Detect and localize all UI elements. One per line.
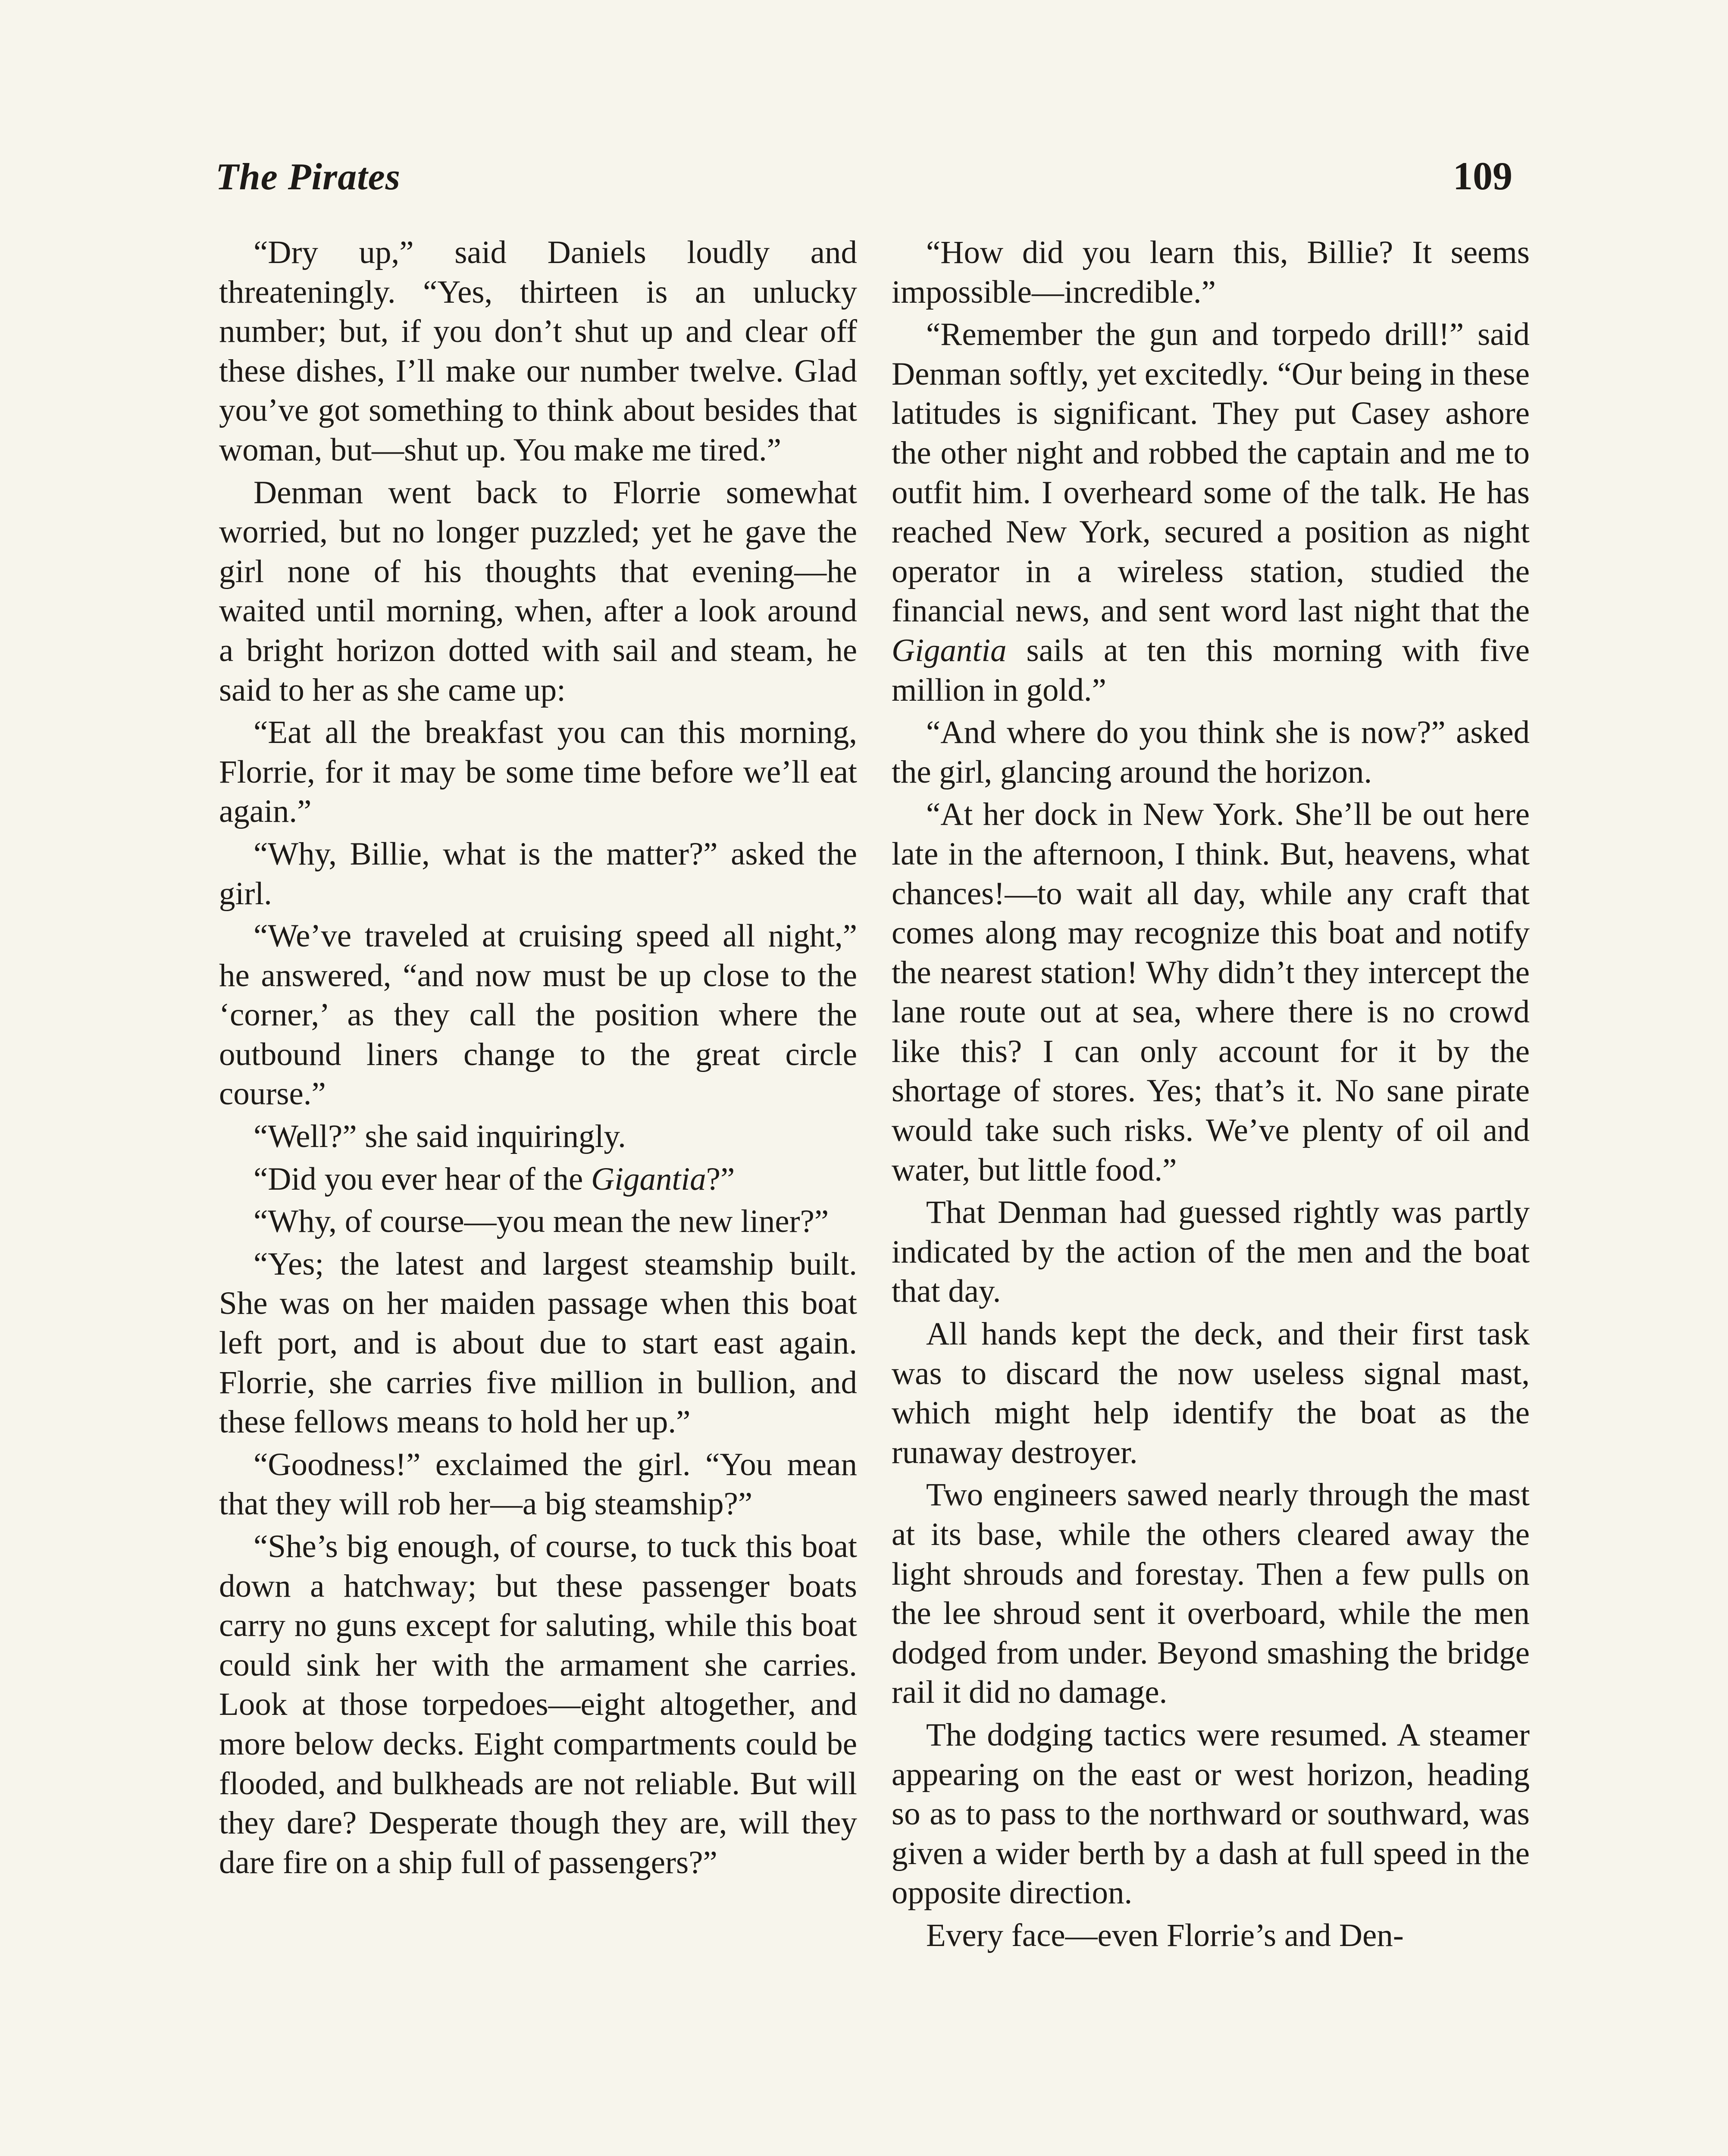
paragraph: “We’ve traveled at cruising speed all night,” he answered, “and now must be up close to the ‘corner,’ as they call the position where the outbound liners change to the great circle course.” bbox=[219, 918, 857, 1112]
paragraph: “How did you learn this, Billie? It seems impossible—incredible.” bbox=[892, 235, 1530, 310]
paragraph: That Denman had guessed rightly was partly indicated by the action of the men and the boat that day. bbox=[892, 1194, 1530, 1310]
paragraph: “Eat all the breakfast you can this morning, Florrie, for it may be some time before we’ll eat again.” bbox=[219, 714, 857, 830]
running-title: The Pirates bbox=[216, 156, 401, 198]
paragraph: “She’s big enough, of course, to tuck this boat down a hatchway; but these passenger boats carry no guns except for saluting, while this boat could sink her with the armament she carries. Look at those torpedoes—eight altogether, and more below decks. Eight compartments could be flooded, and bulkheads are not reliable. But will they dare? Desperate though they are, will they dare fire on a ship full of passengers?” bbox=[219, 1529, 857, 1880]
paragraph: “Dry up,” said Daniels loudly and threateningly. “Yes, thirteen is an unlucky number; but, if you don’t shut up and clear off these dishes, I’ll make our number twelve. Glad you’ve got something to think about besides that woman, but—shut up. You make me tired.” bbox=[219, 235, 857, 468]
paragraph: “Yes; the latest and largest steamship built. She was on her maiden passage when this boat left port, and is about due to start east again. Florrie, she carries five million in bullion, and these fellows means to hold her up.” bbox=[219, 1246, 857, 1440]
paragraph: “Remember the gun and torpedo drill!” said Denman softly, yet excitedly. “Our being in these latitudes is significant. They put Casey ashore the other night and robbed the captain and me to outfit him. I overheard some of the talk. He has reached New York, secured a position as night operator in a wireless station, studied the financial news, and sent word last night that the Gigantia sails at ten this morning with five million in gold.” bbox=[892, 317, 1530, 708]
ship-name: Gigantia bbox=[591, 1161, 706, 1197]
paragraph: Denman went back to Florrie somewhat worried, but no longer puzzled; yet he gave the girl none of his thoughts that evening—he waited until morning, when, after a look around a bright horizon dotted with sail and steam, he said to her as she came up: bbox=[219, 474, 857, 708]
ship-name: Gigantia bbox=[892, 632, 1007, 668]
paragraph: “And where do you think she is now?” asked the girl, glancing around the horizon. bbox=[892, 714, 1530, 790]
page-number: 109 bbox=[1453, 154, 1512, 198]
paragraph: “At her dock in New York. She’ll be out here late in the afternoon, I think. But, heavens, what chances!—to wait all day, while any craft that comes along may recognize this boat and notify the nearest station! Why didn’t they intercept the lane route out at sea, where there is no crowd like this? I can only account for it by the shortage of stores. Yes; that’s it. No sane pirate would take such risks. We’ve plenty of oil and water, but little food.” bbox=[892, 796, 1530, 1188]
paragraph: “Did you ever hear of the Gigantia?” bbox=[254, 1161, 735, 1197]
paragraph: Every face—even Florrie’s and Den- bbox=[926, 1917, 1404, 1953]
paragraph: The dodging tactics were resumed. A steamer appearing on the east or west horizon, heading so as to pass to the northward or southward, was given a wider berth by a dash at full speed in the opposite direction. bbox=[892, 1717, 1530, 1911]
paragraph: All hands kept the deck, and their first task was to discard the now useless signal mast, which might help identify the boat as the runaway destroyer. bbox=[892, 1316, 1530, 1470]
paragraph: “Well?” she said inquiringly. bbox=[254, 1119, 626, 1155]
paragraph: “Goodness!” exclaimed the girl. “You mean that they will rob her—a big steamship?” bbox=[219, 1446, 857, 1522]
right-column bbox=[892, 233, 1530, 1959]
paragraph: Two engineers sawed nearly through the mast at its base, while the others cleared away the light shrouds and forestay. Then a few pulls on the lee shroud sent it overboard, while the men dodged from under. Beyond smashing the bridge rail it did no damage. bbox=[892, 1477, 1530, 1711]
paragraph: “Why, of course—you mean the new liner?” bbox=[254, 1203, 829, 1240]
paragraph: “Why, Billie, what is the matter?” asked the girl. bbox=[219, 836, 857, 912]
left-column bbox=[219, 233, 857, 1885]
